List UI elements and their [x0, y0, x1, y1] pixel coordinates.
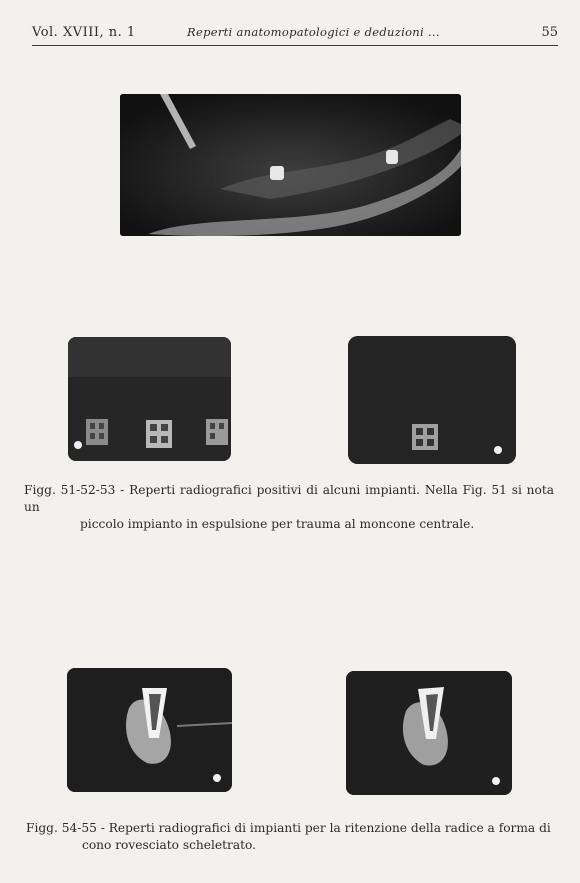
page-number: 55: [541, 25, 558, 40]
radiograph-fig-54: [67, 668, 232, 792]
caption-line-1: - Reperti radiografici positivi di alcuni impianti. Nella Fig. 51 si nota un: [24, 483, 554, 514]
volume-label: Vol. XVIII, n. 1: [32, 25, 136, 40]
figure-caption-54-55: [26, 820, 556, 854]
caption-label: Figg. 51-52-53: [24, 483, 116, 497]
header-rule: [32, 45, 558, 46]
caption-line-2: piccolo impianto in espulsione per trauma al moncone centrale.: [80, 517, 475, 531]
caption-line-1: - Reperti radiografici di impianti per la ritenzione della radice a forma di: [96, 821, 551, 835]
radiograph-fig-53: [348, 336, 516, 464]
panoramic-radiograph: [120, 94, 461, 236]
radiograph-fig-51-52: [68, 337, 231, 461]
figure-caption-51-53: [24, 482, 554, 533]
running-title: Reperti anatomopatologici e deduzioni ...: [187, 25, 440, 39]
radiograph-fig-55: [346, 671, 512, 795]
caption-line-2: cono rovesciato scheletrato.: [82, 838, 256, 852]
running-header: [32, 25, 558, 47]
caption-label: Figg. 54-55: [26, 821, 97, 835]
